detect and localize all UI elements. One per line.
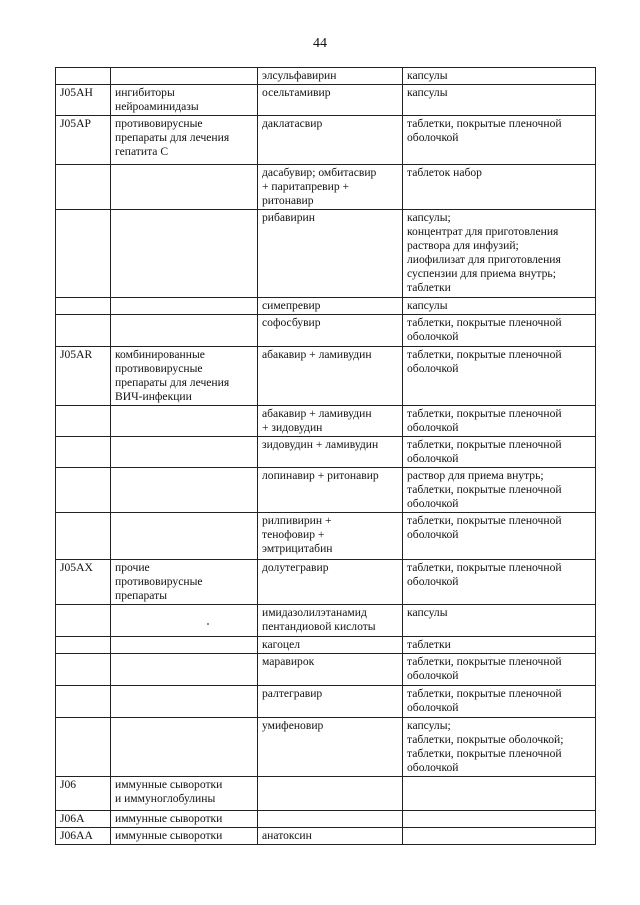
group-name-cell: ингибиторы нейроаминидазы [111, 85, 258, 116]
atc-code-cell [56, 513, 111, 560]
atc-code-cell: J05AR [56, 347, 111, 406]
stray-mark [207, 623, 209, 625]
atc-code-cell: J05AX [56, 560, 111, 605]
group-name-cell [111, 298, 258, 315]
group-name-cell [111, 637, 258, 654]
table-row [56, 777, 596, 811]
group-name-cell [111, 437, 258, 468]
dosage-form-cell [403, 828, 596, 845]
dosage-form-cell: капсулы [403, 68, 596, 85]
atc-code-cell [56, 686, 111, 718]
group-name-cell [111, 718, 258, 777]
group-name-cell [111, 406, 258, 437]
group-name-cell [111, 513, 258, 560]
group-name-cell [111, 165, 258, 210]
atc-code-cell [56, 68, 111, 85]
atc-code-cell [56, 437, 111, 468]
substance-cell: симепревир [258, 298, 403, 315]
dosage-form-cell: капсулы; концентрат для приготовления раствора для инфузий; лиофилизат для приготовления суспензии для приема внутрь; таблетки [403, 210, 596, 298]
group-name-cell [111, 68, 258, 85]
group-name-cell [111, 315, 258, 347]
table-row [56, 165, 596, 210]
table-row [56, 210, 596, 298]
dosage-form-cell: таблетки, покрытые пленочной оболочкой [403, 654, 596, 686]
atc-code-cell [56, 406, 111, 437]
atc-code-cell: J06A [56, 811, 111, 828]
table-row [56, 605, 596, 637]
dosage-form-cell: капсулы [403, 298, 596, 315]
table-row [56, 85, 596, 116]
table-row [56, 811, 596, 828]
page-number: 44 [313, 36, 327, 51]
substance-cell: абакавир + ламивудин + зидовудин [258, 406, 403, 437]
dosage-form-cell: таблетки, покрытые пленочной оболочкой [403, 315, 596, 347]
substance-cell [258, 777, 403, 811]
substance-cell: дасабувир; омбитасвир + паритапревир + ритонавир [258, 165, 403, 210]
substance-cell: осельтамивир [258, 85, 403, 116]
dosage-form-cell [403, 777, 596, 811]
substance-cell: элсульфавирин [258, 68, 403, 85]
atc-code-cell [56, 718, 111, 777]
dosage-form-cell: раствор для приема внутрь; таблетки, покрытые пленочной оболочкой [403, 468, 596, 513]
table-row [56, 560, 596, 605]
atc-code-cell [56, 654, 111, 686]
group-name-cell [111, 686, 258, 718]
dosage-form-cell: таблетки, покрытые пленочной оболочкой [403, 347, 596, 406]
atc-code-cell [56, 210, 111, 298]
table-row [56, 468, 596, 513]
atc-code-cell: J05AH [56, 85, 111, 116]
dosage-form-cell: таблетки, покрытые пленочной оболочкой [403, 686, 596, 718]
dosage-form-cell: капсулы; таблетки, покрытые оболочкой; таблетки, покрытые пленочной оболочкой [403, 718, 596, 777]
atc-code-cell [56, 298, 111, 315]
group-name-cell: противовирусные препараты для лечения гепатита С [111, 116, 258, 165]
substance-cell: ралтегравир [258, 686, 403, 718]
table-row [56, 654, 596, 686]
substance-cell: имидазолилэтанамид пентандиовой кислоты [258, 605, 403, 637]
atc-code-cell [56, 315, 111, 347]
substance-cell: даклатасвир [258, 116, 403, 165]
substance-cell: маравирок [258, 654, 403, 686]
substance-cell: зидовудин + ламивудин [258, 437, 403, 468]
dosage-form-cell: таблетки, покрытые пленочной оболочкой [403, 437, 596, 468]
substance-cell: кагоцел [258, 637, 403, 654]
dosage-form-cell: таблетки, покрытые пленочной оболочкой [403, 560, 596, 605]
atc-code-cell [56, 605, 111, 637]
table-row [56, 116, 596, 165]
dosage-form-cell: таблетки, покрытые пленочной оболочкой [403, 116, 596, 165]
atc-code-cell: J06AA [56, 828, 111, 845]
drug-table-body [56, 68, 596, 845]
dosage-form-cell: капсулы [403, 85, 596, 116]
substance-cell: анатоксин [258, 828, 403, 845]
table-row [56, 298, 596, 315]
atc-code-cell [56, 165, 111, 210]
atc-code-cell: J06 [56, 777, 111, 811]
group-name-cell [111, 654, 258, 686]
substance-cell [258, 811, 403, 828]
table-row [56, 347, 596, 406]
substance-cell: абакавир + ламивудин [258, 347, 403, 406]
table-row [56, 406, 596, 437]
substance-cell: рилпивирин + тенофовир + эмтрицитабин [258, 513, 403, 560]
dosage-form-cell: капсулы [403, 605, 596, 637]
drug-table [55, 67, 596, 845]
table-row [56, 68, 596, 85]
table-row [56, 686, 596, 718]
table-row [56, 637, 596, 654]
dosage-form-cell: таблетки, покрытые пленочной оболочкой [403, 406, 596, 437]
atc-code-cell [56, 468, 111, 513]
table-row [56, 315, 596, 347]
dosage-form-cell: таблетки, покрытые пленочной оболочкой [403, 513, 596, 560]
dosage-form-cell [403, 811, 596, 828]
group-name-cell [111, 468, 258, 513]
atc-code-cell [56, 637, 111, 654]
group-name-cell [111, 210, 258, 298]
group-name-cell: прочие противовирусные препараты [111, 560, 258, 605]
group-name-cell: комбинированные противовирусные препараты для лечения ВИЧ-инфекции [111, 347, 258, 406]
substance-cell: долутегравир [258, 560, 403, 605]
group-name-cell: иммунные сыворотки [111, 811, 258, 828]
dosage-form-cell: таблетки [403, 637, 596, 654]
atc-code-cell: J05AP [56, 116, 111, 165]
group-name-cell [111, 605, 258, 637]
group-name-cell: иммунные сыворотки и иммуноглобулины [111, 777, 258, 811]
group-name-cell: иммунные сыворотки [111, 828, 258, 845]
substance-cell: софосбувир [258, 315, 403, 347]
dosage-form-cell: таблеток набор [403, 165, 596, 210]
table-row [56, 437, 596, 468]
substance-cell: умифеновир [258, 718, 403, 777]
table-row [56, 513, 596, 560]
substance-cell: лопинавир + ритонавир [258, 468, 403, 513]
table-row [56, 718, 596, 777]
substance-cell: рибавирин [258, 210, 403, 298]
table-row [56, 828, 596, 845]
